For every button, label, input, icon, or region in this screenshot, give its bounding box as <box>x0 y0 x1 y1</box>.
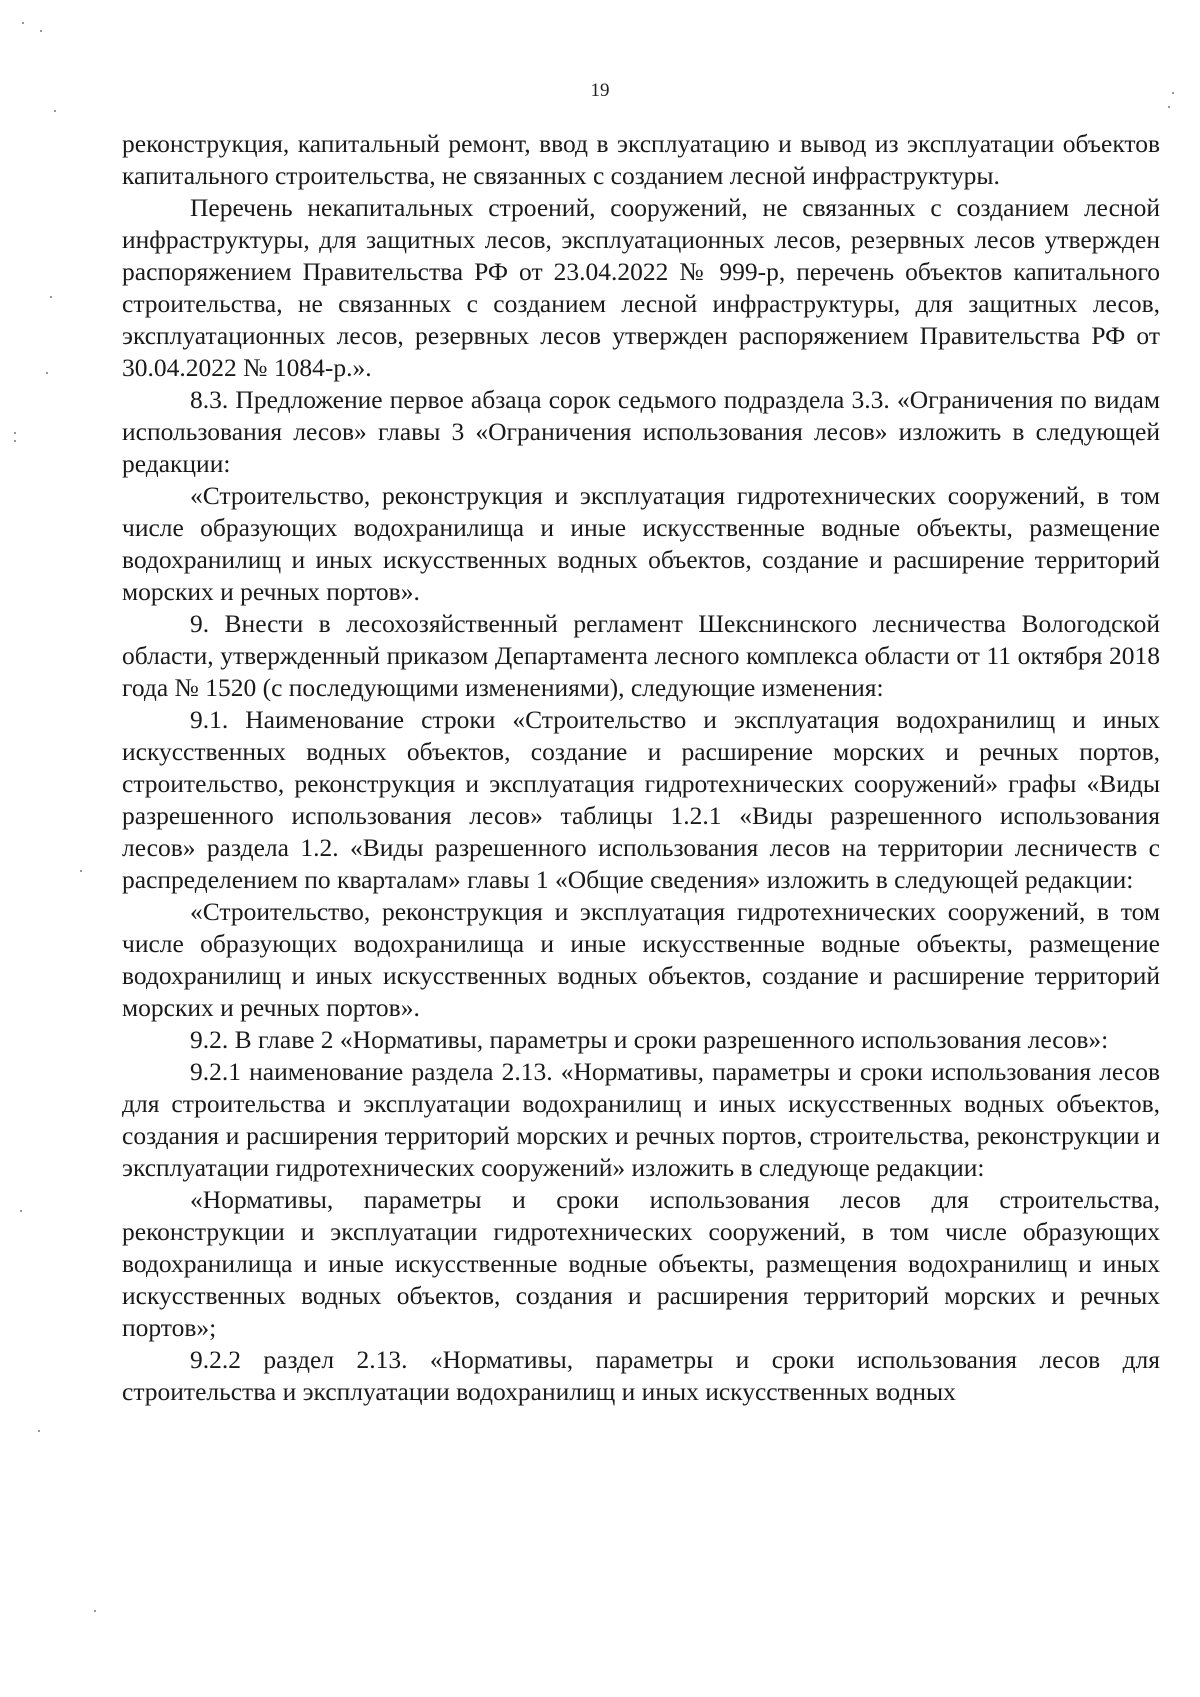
scan-speck <box>22 22 24 24</box>
scan-speck <box>94 1610 96 1612</box>
paragraph-10: «Нормативы, параметры и сроки использования лесов для строительства, реконструкции и эксплуатации гидротехнических сооружений, в том числе образующих водохранилища и иные искусственные водные объекты, размещения водохранилищ и иных искусственных водных объектов, создания и расширения территорий морских и речных портов»; <box>122 1185 1160 1342</box>
paragraph-9: 9.2.1 наименование раздела 2.13. «Нормативы, параметры и сроки использования лесов для строительства и эксплуатации водохранилищ и иных искусственных водных объектов, создания и расширения территорий морских и речных портов, строительства, реконструкции и эксплуатации гидротехнических сооружений» изложить в следующе редакции: <box>122 1057 1160 1182</box>
scan-speck <box>1168 106 1170 108</box>
scan-speck <box>14 440 16 442</box>
page-number: 19 <box>590 80 610 101</box>
paragraph-1: реконструкция, капитальный ремонт, ввод в эксплуатацию и вывод из эксплуатации объектов капитального строительства, не связанных с созданием лесной инфраструктуры. <box>122 129 1160 190</box>
paragraph-7: «Строительство, реконструкция и эксплуатация гидротехнических сооружений, в том числе образующих водохранилища и иные искусственные водные объекты, размещение водохранилищ и иных искусственных водных объектов, создание и расширение территорий морских и речных портов». <box>122 897 1160 1022</box>
paragraph-5: 9. Внести в лесохозяйственный регламент Шекснинского лесничества Вологодской области, утвержденный приказом Департамента лесного комплекса области от 11 октября 2018 года № 1520 (с последующими изменениями), следующие изменения: <box>122 609 1160 702</box>
document-body <box>122 128 1160 1408</box>
scan-speck <box>38 1430 40 1432</box>
paragraph-4: «Строительство, реконструкция и эксплуатация гидротехнических сооружений, в том числе образующих водохранилища и иные искусственные водные объекты, размещение водохранилищ и иных искусственных водных объектов, создание и расширение территорий морских и речных портов». <box>122 481 1160 606</box>
scan-speck <box>14 432 16 434</box>
scan-speck <box>80 870 82 872</box>
paragraph-2: Перечень некапитальных строений, сооружений, не связанных с созданием лесной инфраструктуры, для защитных лесов, эксплуатационных лесов, резервных лесов утвержден распоряжением Правительства РФ от 23.04.2022 № 999-р, перечень объектов капитального строительства, не связанных с созданием лесной инфраструктуры, для защитных лесов, эксплуатационных лесов, резервных лесов утвержден распоряжением Правительства РФ от 30.04.2022 № 1084-р.». <box>122 193 1160 382</box>
paragraph-8: 9.2. В главе 2 «Нормативы, параметры и сроки разрешенного использования лесов»: <box>190 1025 1109 1054</box>
scan-speck <box>40 30 42 32</box>
paragraph-11: 9.2.2 раздел 2.13. «Нормативы, параметры и сроки использования лесов для строительства и эксплуатации водохранилищ и иных искусственных водных <box>122 1345 1160 1406</box>
paragraph-3: 8.3. Предложение первое абзаца сорок седьмого подраздела 3.3. «Ограничения по видам использования лесов» главы 3 «Ограничения использования лесов» изложить в следующей редакции: <box>122 385 1160 478</box>
paragraph-6: 9.1. Наименование строки «Строительство и эксплуатация водохранилищ и иных искусственных водных объектов, создание и расширение морских и речных портов, строительство, реконструкция и эксплуатация гидротехнических сооружений» графы «Виды разрешенного использования лесов» таблицы 1.2.1 «Виды разрешенного использования лесов» раздела 1.2. «Виды разрешенного использования лесов на территории лесничеств с распределением по кварталам» главы 1 «Общие сведения» изложить в следующей редакции: <box>122 705 1160 894</box>
scan-speck <box>50 296 52 298</box>
scan-speck <box>46 372 48 374</box>
scan-speck <box>20 1210 22 1212</box>
scan-speck <box>54 110 56 112</box>
